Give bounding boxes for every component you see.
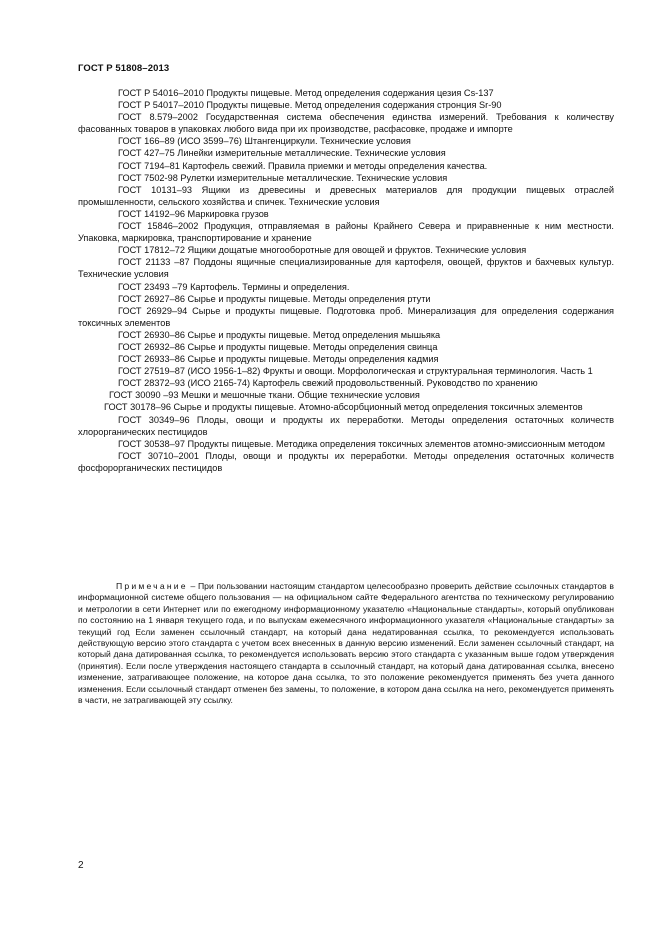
reference-item: ГОСТ 8.579–2002 Государственная система обеспечения единства измерений. Требования к количеству фасованных товаров в упаковках любого вида при их производстве, расфасовке, продаже и импорте	[78, 112, 614, 135]
reference-item: ГОСТ 26930–86 Сырье и продукты пищевые. Метод определения мышьяка	[118, 329, 441, 340]
reference-item: ГОСТ 26933–86 Сырье и продукты пищевые. Методы определения кадмия	[118, 354, 439, 365]
reference-item: ГОСТ 30710–2001 Плоды, овощи и продукты их переработки. Методы определения остаточных количеств фосфорорганических пестицидов	[78, 450, 614, 473]
reference-item: ГОСТ Р 54016–2010 Продукты пищевые. Метод определения содержания цезия Cs-137	[118, 88, 494, 98]
reference-item: ГОСТ 15846–2002 Продукция, отправляемая в районы Крайнего Севера и приравненные к ним местности. Упаковка, маркировка, транспортирование и хранение	[78, 221, 614, 244]
note-text: – При пользовании настоящим стандартом целесообразно проверить действие ссылочных стандартов в информационной системе общего пользования — на официальном сайте Федерального агентства по техническому регулированию и метрологии в сети Интернет или по ежегодному информационному указателю «Национальные стандарты», который опубликован по состоянию на 1 января текущего года, и по выпускам ежемесячного информационного указателя «Национальные стандарты» за текущий год Если заменен ссылочный стандарт, на который дана недатированная ссылка, то рекомендуется использовать действующую версию этого стандарта с учетом всех внесенных в данную версию изменений. Если заменен ссылочный стандарт, на который дана датированная ссылка, то рекомендуется использовать версию этого стандарта с указанным выше годом утверждения (принятия). Если после утверждения настоящего стандарта в ссылочный стандарт, на который дана датированная ссылка, внесено изменение, затрагивающее положение, на которое дана ссылка, то это положение рекомендуется применять без учета данного изменения. Если ссылочный стандарт отменен без замены, то положение, в котором дана ссылка на него, рекомендуется применять в части, не затрагивающей эту ссылку.	[78, 581, 614, 706]
reference-item: ГОСТ 26929–94 Сырье и продукты пищевые. Подготовка проб. Минерализация для определения содержания токсичных элементов	[78, 305, 614, 328]
reference-item: ГОСТ 17812–72 Ящики дощатые многооборотные для овощей и фруктов. Технические условия	[118, 245, 527, 256]
reference-item: ГОСТ 26932–86 Сырье и продукты пищевые. Методы определения свинца	[118, 341, 438, 352]
note-label: Примечание	[116, 581, 188, 591]
reference-item: ГОСТ 21133 –87 Поддоны ящичные специализированные для картофеля, овощей, фруктов и бахчевых культур. Технические условия	[78, 257, 614, 280]
reference-item: ГОСТ 30349–96 Плоды, овощи и продукты их переработки. Методы определения остаточных количеств хлорорганических пестицидов	[78, 414, 614, 437]
reference-item: ГОСТ Р 54017–2010 Продукты пищевые. Метод определения содержания стронция Sr-90	[118, 100, 502, 111]
reference-item: ГОСТ 23493 –79 Картофель. Термины и определения.	[118, 281, 350, 292]
reference-item: ГОСТ 30178–96 Сырье и продукты пищевые. Атомно-абсорбционный метод определения токсичных элементов	[104, 402, 583, 413]
normative-references	[78, 87, 614, 474]
reference-item: ГОСТ 26927–86 Сырье и продукты пищевые. Методы определения ртути	[118, 293, 431, 304]
reference-item: ГОСТ 30090 –93 Мешки и мешочные ткани. Общие технические условия	[109, 390, 420, 401]
reference-item: ГОСТ 30538–97 Продукты пищевые. Методика определения токсичных элементов атомно-эмиссионным методом	[118, 438, 605, 449]
reference-item: ГОСТ 166–89 (ИСО 3599–76) Штангенциркули. Технические условия	[118, 136, 411, 147]
reference-item: ГОСТ 27519–87 (ИСО 1956-1–82) Фрукты и овощи. Морфологическая и структуральная терминология. Часть 1	[118, 366, 593, 377]
reference-item: ГОСТ 14192–96 Маркировка грузов	[118, 208, 269, 219]
reference-item: ГОСТ 7502-98 Рулетки измерительные металлические. Технические условия	[118, 172, 448, 183]
page-number: 2	[78, 860, 84, 871]
reference-item: ГОСТ 7194–81 Картофель свежий. Правила приемки и методы определения качества.	[118, 160, 488, 171]
reference-item: ГОСТ 28372–93 (ИСО 2165-74) Картофель свежий продовольственный. Руководство по хранению	[118, 378, 538, 389]
document-header: ГОСТ Р 51808–2013	[78, 63, 170, 74]
note-paragraph	[78, 581, 614, 706]
reference-item: ГОСТ 10131–93 Ящики из древесины и древесных материалов для продукции пищевых отраслей промышленности, сельского хозяйства и спичек. Технические условия	[78, 184, 614, 207]
reference-item: ГОСТ 427–75 Линейки измерительные металлические. Технические условия	[118, 148, 446, 159]
